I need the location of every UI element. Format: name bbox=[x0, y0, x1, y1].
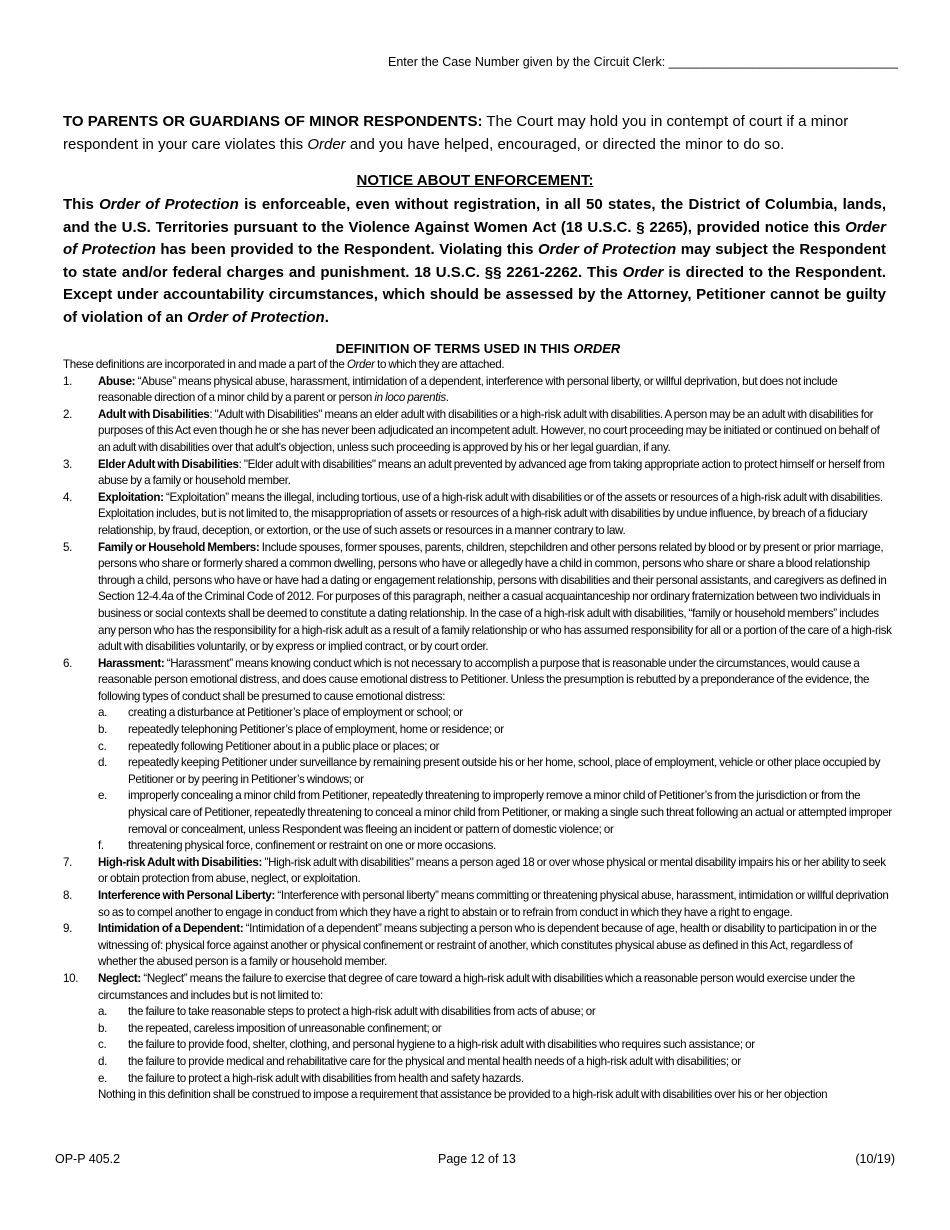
harassment-item-b bbox=[63, 722, 893, 739]
sub-text: repeatedly telephoning Petitioner’s place of employment, home or residence; or bbox=[128, 723, 504, 737]
revision-date: (10/19) bbox=[855, 1152, 895, 1166]
definition-high-risk-adult bbox=[63, 855, 893, 888]
definition-neglect bbox=[63, 971, 893, 1004]
definition-text: reasonable direction of a minor child by a parent or person bbox=[98, 391, 375, 405]
definition-term: Neglect: bbox=[98, 971, 141, 985]
enforcement-title: NOTICE ABOUT ENFORCEMENT: bbox=[356, 172, 594, 189]
enforcement-italic: Order of Protection bbox=[537, 241, 677, 259]
definitions-title-italic: ORDER bbox=[573, 341, 621, 356]
definition-number: 7. bbox=[63, 855, 72, 869]
enforcement-italic: Order of Protection bbox=[63, 218, 886, 259]
enforcement-text: . bbox=[324, 308, 329, 326]
definitions-title bbox=[0, 341, 950, 356]
definition-number: 3. bbox=[63, 457, 72, 471]
sub-text: repeatedly following Petitioner about in a public place or places; or bbox=[128, 739, 440, 753]
enforcement-text: This bbox=[63, 196, 100, 213]
definition-term: High-risk Adult with Disabilities: bbox=[98, 855, 262, 869]
definition-adult-with-disabilities bbox=[63, 407, 893, 457]
definition-text: Include spouses, former spouses, parents, children, stepchildren and other persons related by blood or by present or prior marriage, persons who share or formerly shared a common dwelling, persons who have or allegedly have a child in common, persons who share or share a blood relationship through a child, persons who have or have had a dating or engagement relationship, persons with disabilities and their personal assistants, and caregivers as defined in Section 12-4.4a of the Criminal Code of 2012. For purposes of this paragraph, neither a casual acquaintanceship nor ordinary fraternization between two individuals in business or social contexts shall be deemed to constitute a dating relationship. In the case of a high-risk adult with disabilities, “family or household members” includes any person who has the responsibility for a high-risk adult as a result of a family relationship or who has assumed responsibility for all or a portion of the care of a high-risk adult with disabilities voluntarily, or by express or implied contract, or by court order. bbox=[98, 540, 892, 654]
definition-italic: in loco parentis bbox=[374, 391, 446, 405]
form-id: OP-P 405.2 bbox=[55, 1152, 121, 1166]
definition-number: 8. bbox=[63, 889, 72, 902]
enforcement-italic: Order of Protection bbox=[99, 196, 239, 213]
sub-text: the failure to provide medical and rehabilitative care for the physical and mental health needs of a high-risk adult with disabilities; or bbox=[128, 1054, 741, 1068]
sub-text: creating a disturbance at Petitioner’s place of employment or school; or bbox=[128, 706, 463, 720]
definition-text: "High-risk adult with disabilities" means a person aged 18 or over whose physical or mental disability impairs his or her ability to seek or obtain protection from abuse, neglect, or exploitation. bbox=[98, 855, 886, 886]
definition-term: Intimidation of a Dependent: bbox=[98, 922, 244, 936]
definition-term: Exploitation: bbox=[98, 490, 164, 504]
harassment-item-e bbox=[63, 788, 893, 838]
definition-interference-liberty bbox=[63, 888, 893, 921]
definition-number: 5. bbox=[63, 540, 72, 554]
definition-text: . bbox=[445, 391, 449, 405]
enforcement-body bbox=[63, 194, 886, 330]
definition-number: 10. bbox=[63, 971, 79, 985]
harassment-item-d bbox=[63, 755, 893, 788]
harassment-item-f bbox=[63, 838, 893, 855]
parents-notice-text: The Court may hold you in contempt of court if a minor respondent in your care violates this bbox=[63, 113, 849, 153]
enforcement-text: is enforceable, even without registration, in all 50 states, the District of Columbia, lands, and the U.S. Territories pursuant to the Violence Against Women Act (18 U.S.C. § 2265), provided notice this bbox=[63, 196, 887, 236]
definition-number: 9. bbox=[63, 922, 72, 936]
harassment-item-a bbox=[63, 705, 893, 722]
sub-letter: d. bbox=[98, 1054, 107, 1068]
definition-term: Family or Household Members: bbox=[98, 540, 260, 554]
parents-notice-lead: TO PARENTS OR GUARDIANS OF MINOR RESPONDENTS: bbox=[63, 113, 483, 130]
definition-text: “Exploitation” means the illegal, including tortious, use of a high-risk adult with disabilities or of the assets or resources of a high-risk adult with disabilities. Exploitation includes, but is not limited to, the misappropriation of assets or resources of a high-risk adult with disabilities by undue influence, by breach of a fiduciary relationship, by fraud, deception, or extortion, or the use of such assets or resources in a manner contrary to law. bbox=[98, 490, 883, 537]
sub-text: the failure to take reasonable steps to protect a high-risk adult with disabilities from acts of abuse; or bbox=[128, 1005, 596, 1019]
neglect-item-d bbox=[63, 1054, 893, 1071]
definition-abuse-continued bbox=[63, 390, 893, 407]
definition-term: Elder Adult with Disabilities bbox=[98, 457, 239, 471]
definition-term: Abuse: bbox=[98, 374, 136, 388]
enforcement-text: is directed to the Respondent. Except under accountability circumstances, which should be assessed by the Attorney, Petitioner cannot be guilty of violation of an bbox=[63, 263, 886, 326]
neglect-item-a bbox=[63, 1004, 893, 1021]
definition-intimidation-dependent bbox=[63, 921, 893, 971]
sub-letter: e. bbox=[98, 1071, 107, 1085]
page-number: Page 12 of 13 bbox=[438, 1152, 516, 1166]
definition-number: 1. bbox=[63, 374, 72, 388]
sub-letter: c. bbox=[98, 739, 107, 753]
definition-number: 6. bbox=[63, 656, 72, 670]
definition-family-household bbox=[63, 540, 893, 656]
definition-text: : "Adult with Disabilities" means an elder adult with disabilities or a high-risk adult with disabilities. A person may be an adult with disabilities for purposes of this Act even though he or she has never been adjudicated an incompetent adult. However, no court proceeding may be initiated or continued on behalf of an adult with disabilities over that adult's objection, unless such proceeding is approved by his or her legal guardian, if any. bbox=[98, 407, 880, 454]
definition-elder-adult bbox=[63, 457, 893, 490]
definition-abuse bbox=[63, 374, 893, 391]
sub-letter: b. bbox=[98, 1021, 107, 1035]
sub-text: the failure to protect a high-risk adult with disabilities from health and safety hazards. bbox=[128, 1071, 524, 1085]
sub-letter: d. bbox=[98, 756, 107, 770]
enforcement-text: may subject the Respondent to state and/or federal charges and punishment. 18 U.S.C. §§ 2261-2262. This bbox=[63, 241, 887, 281]
definition-text: “Neglect” means the failure to exercise that degree of care toward a high-risk adult with disabilities which a reasonable person would exercise under the circumstances and includes but is not limited to: bbox=[98, 971, 855, 1002]
definition-text: “Harassment” means knowing conduct which is not necessary to accomplish a purpose that is reasonable under the circumstances, would cause a reasonable person emotional distress, and does cause emotional distress to Petitioner. Unless the presumption is rebutted by a preponderance of the evidence, the following types of conduct shall be presumed to cause emotional distress: bbox=[98, 656, 870, 703]
sub-text: improperly concealing a minor child from Petitioner, repeatedly threatening to improperly remove a minor child of Petitioner’s from the jurisdiction or from the physical care of Petitioner, repeatedly threatening to conceal a minor child from Petitioner, or making a single such threat following an actual or attempted improper removal or concealment, unless Respondent was fleeing an incident or pattern of domestic violence; or bbox=[128, 789, 892, 836]
definition-term: Adult with Disabilities bbox=[98, 407, 210, 421]
definition-exploitation bbox=[63, 490, 893, 540]
enforcement-italic: Order bbox=[622, 263, 664, 281]
intro-italic: Order bbox=[346, 358, 375, 371]
harassment-item-c bbox=[63, 739, 893, 756]
definition-number: 2. bbox=[63, 407, 72, 421]
definition-number: 4. bbox=[63, 490, 72, 504]
sub-text: the repeated, careless imposition of unreasonable confinement; or bbox=[128, 1021, 442, 1035]
intro-text: These definitions are incorporated in and made a part of the bbox=[63, 358, 347, 371]
enforcement-italic: Order of Protection bbox=[187, 308, 325, 326]
neglect-item-b bbox=[63, 1021, 893, 1038]
definition-text: “Interference with personal liberty” means committing or threatening physical abuse, harassment, intimidation or willful deprivation so as to compel another to engage in conduct from which they have a right to abstain or to refrain from conduct in which they have a right to engage. bbox=[98, 889, 889, 919]
sub-letter: f. bbox=[98, 839, 104, 853]
definition-text: “Abuse” means physical abuse, harassment, intimidation of a dependent, interference with personal liberty, or willful deprivation, but does not include bbox=[135, 374, 838, 388]
intro-text-end: to which they are attached. bbox=[374, 358, 505, 371]
parents-notice bbox=[63, 110, 893, 156]
neglect-item-c bbox=[63, 1037, 893, 1054]
neglect-item-e bbox=[63, 1071, 893, 1088]
sub-text: the failure to provide food, shelter, clothing, and personal hygiene to a high-risk adult with disabilities who requires such assistance; or bbox=[128, 1038, 755, 1052]
parents-notice-order: Order bbox=[307, 136, 346, 153]
sub-text: repeatedly keeping Petitioner under surveillance by remaining present outside his or her home, school, place of employment, vehicle or other place occupied by Petitioner or by peering in Petitioner’s windows; or bbox=[128, 756, 881, 786]
definition-harassment bbox=[63, 656, 893, 706]
sub-letter: e. bbox=[98, 789, 107, 803]
sub-text: threatening physical force, confinement or restraint on one or more occasions. bbox=[128, 839, 496, 853]
sub-letter: a. bbox=[98, 706, 107, 720]
parents-notice-text-end: and you have helped, encouraged, or directed the minor to do so. bbox=[345, 136, 785, 153]
neglect-note: Nothing in this definition shall be construed to impose a requirement that assistance be provided to a high-risk adult with disabilities over his or her objection bbox=[98, 1088, 828, 1102]
definition-term: Harassment: bbox=[98, 656, 165, 670]
definitions-list bbox=[63, 357, 893, 1104]
case-number-prompt: Enter the Case Number given by the Circuit Clerk: _________________________________ bbox=[388, 55, 899, 69]
definitions-title-text: DEFINITION OF TERMS USED IN THIS bbox=[335, 341, 574, 356]
sub-letter: a. bbox=[98, 1005, 107, 1019]
enforcement-text: has been provided to the Respondent. Violating this bbox=[155, 241, 538, 259]
definition-text: “Intimidation of a dependent” means subjecting a person who is dependent because of age, health or disability to participation in or the witnessing of: physical force against another or physical confinement or restraint of another, which constitutes physical abuse as defined in this Act, regardless of whether the abused person is a family or household member. bbox=[98, 922, 877, 969]
sub-letter: c. bbox=[98, 1038, 107, 1052]
definitions-intro bbox=[63, 357, 893, 374]
definition-text: : "Elder adult with disabilities" means an adult prevented by advanced age from taking appropriate action to protect himself or herself from abuse by a family or household member. bbox=[98, 457, 885, 488]
definition-term: Interference with Personal Liberty: bbox=[98, 889, 275, 902]
sub-letter: b. bbox=[98, 723, 107, 737]
